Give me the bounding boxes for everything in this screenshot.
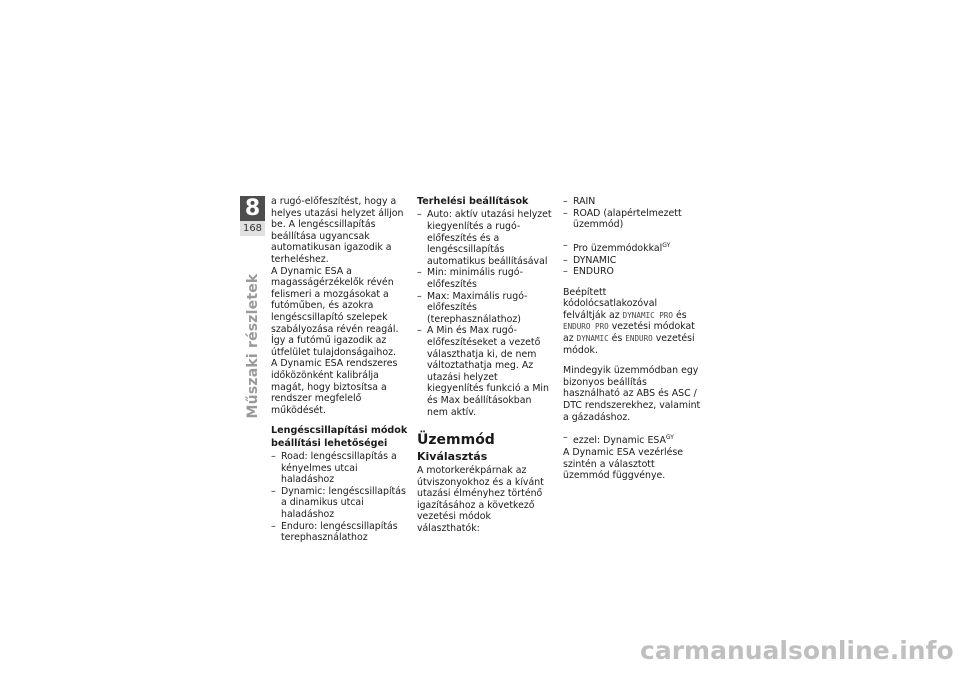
coding-plug-paragraph: Beépített kódolócsatlakozóval felváltják az DYNAMIC PRO és ENDURO PRO vezetési módokat az DYNAMIC és ENDURO vezetési módok.	[563, 286, 695, 356]
esa-list	[563, 432, 701, 447]
pro-modes-list	[563, 240, 701, 278]
list-item: – Pro üzemmódokkal$^{GY}$	[563, 240, 701, 255]
list-item: – A Min és Max rugó-előfeszítéseket a vezető választhatja ki, de nem változtathatja meg. Az utazási helyzet kiegyenlítés funkció a Min és Max beállításokban nem aktív.	[417, 325, 555, 418]
mode-code: DYNAMIC	[576, 334, 609, 344]
list-item: – Enduro: lengéscsillapítás terephasználathoz	[271, 521, 409, 544]
mode-code: ENDURO	[625, 334, 653, 344]
list-item: – ROAD (alapértelmezett üzemmód)	[563, 208, 701, 231]
load-settings-heading: Terhelési beállítások	[417, 196, 529, 207]
column-1	[271, 196, 409, 544]
watermark: carmanualsonline.info	[640, 636, 954, 665]
intro-paragraph: a rugó-előfeszítést, hogy a helyes utazási helyzet álljon be. A lengéscsillapítás beállítása ugyancsak automatikusan igazodik a terheléshez.	[271, 196, 404, 265]
column-3	[563, 196, 701, 482]
damping-modes-heading: Lengéscsillapítási módok beállítási lehetőségei	[271, 425, 408, 449]
abs-asc-paragraph: Mindegyik üzemmódban egy bizonyos beállítás használható az ABS és ASC / DTC rendszerekhez, valamint a gázadáshoz.	[563, 365, 701, 423]
modes-list	[563, 196, 701, 231]
section-label: Műszaki részletek	[245, 273, 261, 419]
page-number: 168	[240, 221, 265, 236]
list-item: – Auto: aktív utazási helyzet kiegyenlítés a rugó-előfeszítés és a lengéscsillapítás automatikus beállításával	[417, 209, 555, 267]
list-item: – DYNAMIC	[563, 255, 701, 267]
list-item: – ezzel: Dynamic $ESA^{GY}$	[563, 432, 701, 447]
load-settings-list	[417, 209, 555, 418]
list-item: – Road: lengéscsillapítás a kényelmes utcai haladáshoz	[271, 451, 409, 486]
chapter-number: 8	[244, 196, 261, 221]
esa-control-paragraph: A Dynamic ESA vezérlése szintén a választott üzemmód függvénye.	[563, 446, 684, 482]
list-item: – RAIN	[563, 196, 701, 208]
list-item: – ENDURO	[563, 266, 701, 278]
calibration-paragraph: A Dynamic ESA rendszeres időközönként kalibrálja magát, hogy biztosítsa a rendszer megfelelő működését.	[271, 358, 398, 416]
list-item: – Min: minimális rugó-előfeszítés	[417, 267, 555, 290]
selection-subtitle: Kiválasztás	[417, 450, 488, 464]
mode-code: ENDURO PRO	[563, 322, 609, 332]
column-2	[417, 196, 555, 535]
dynamic-esa-paragraph: A Dynamic ESA a magasságérzékelők révén felismeri a mozgásokat a futóműben, és azokra lengéscsillapító szelepek szabályozása révén reagál. Így a futómű igazodik az útfelület tulajdonságaihoz.	[271, 265, 399, 358]
damping-modes-list	[271, 451, 409, 544]
selection-paragraph: A motorkerékpárnak az útviszonyokhoz és a kívánt utazási élményhez történő igazításához a következő vezetési módok választhatók:	[417, 465, 544, 535]
list-item: – Max: Maximális rugó-előfeszítés (terephasználathoz)	[417, 291, 555, 326]
mode-code: DYNAMIC PRO	[622, 310, 673, 320]
chapter-tab	[240, 196, 265, 236]
mode-title: Üzemmód	[417, 432, 495, 449]
list-item: – Dynamic: lengéscsillapítás a dinamikus utcai haladáshoz	[271, 486, 409, 521]
